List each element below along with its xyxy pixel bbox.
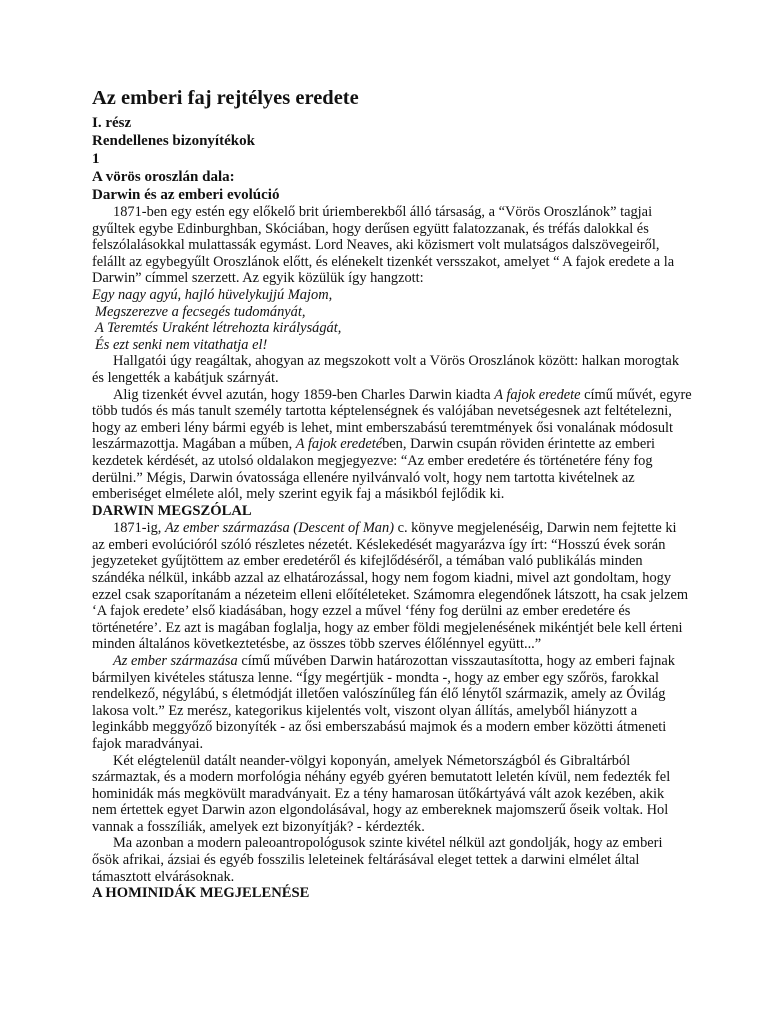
subheading-hominids: A HOMINIDÁK MEGJELENÉSE: [92, 885, 310, 902]
paragraph-4-text-b: c. könyve megjelenéséig, Darwin nem fejtette ki az emberi evolúcióról szóló részletes nézetét. Késlekedését magyarázva így írt: “Hosszú évek során jegyzeteket gyűjtöttem az ember eredetéről és kifejlődéséről, a témában való publikálás minden szándéka nélkül, inkább azzal az elhatározással, hogy nem fogom kiadni, mivel azt gondoltam, hogy ezzel csak szaporítanám a nézeteim elleni előítéleteket. Számomra elegendőnek látszott, ha csak jelzem ‘A fajok eredete’ első kiadásában, hogy ezzel a művel ‘fény fog derülni az ember eredetére és történetére’. Ez azt is magában foglalja, hogy az ember földi megjelenésének mikéntjét bele kell érteni minden általános következtetésbe, az összes több szerves élőlénnyel együtt...”: [92, 520, 689, 653]
chapter-title-line-1: A vörös oroszlán dala:: [92, 169, 235, 185]
poem: [92, 287, 692, 353]
paragraph-2: Hallgatói úgy reagáltak, ahogyan az megszokott volt a Vörös Oroszlánok között: halkan morogtak és lengették a kabátjuk szárnyát.: [92, 353, 680, 386]
book-title-italic-2: A fajok eredeté: [295, 436, 383, 453]
paragraph-1: 1871-ben egy estén egy előkelő brit úriemberekből álló társaság, a “Vörös Oroszlánok” tagjai gyűltek egybe Edinburghban, Skóciában, hogy derűsen együtt falatozzanak, és tréfás dalokkal és felszólalásokkal mulattassák egymást. Lord Neaves, aki közismert volt mulatságos dalszövegeiről, felállt az egybegyűlt Oroszlánok előtt, és elénekelt tizenkét versszakot, amelyet “ A fajok eredete a la Darwin” címmel szerzett. Az egyik közülük így hangzott:: [92, 204, 675, 287]
part-label: I. rész: [92, 115, 132, 131]
paragraph-5-text: című művében Darwin határozottan visszautasította, hogy az emberi fajnak bármilyen kivételes státusza lenne. “Így megértjük - mondta -, hogy az ember egy szőrös, farokkal rendelkező, négylábú, s életmódját illetően valószínűleg fán élő lénytől származik, amely az Óvilág lakosa volt.” Ez merész, kategorikus kijelentés volt, viszont olyan állítás, amelyből hiányzott a leginkább meggyőző bizonyíték - az ősi emberszabású majmok és a modern ember közötti átmeneti fajok maradványai.: [92, 652, 675, 752]
descent-title-italic-2: Az ember származása: [113, 652, 238, 669]
descent-title-italic: Az ember származása (Descent of Man): [164, 520, 394, 537]
poem-line-4: És ezt senki nem vitathatja el!: [95, 336, 268, 353]
poem-line-1: Egy nagy agyú, hajló hüvelykujjú Majom,: [92, 286, 333, 303]
section-title: Rendellenes bizonyítékok: [92, 133, 255, 149]
paragraph-6: Két elégtelenül datált neander-völgyi koponyán, amelyek Németországból és Gibraltárból származtak, és a modern morfológia néhány egyéb gyéren bemutatott leletén kívül, nem fedezték fel hominidák más megkövült maradványait. Ez a tény hamarosan ütőkártyává vált azok kezében, akik nem értettek egyet Darwin azon elgondolásával, hogy az embereknek majomszerű őseik voltak. Hol vannak a fosszíliák, amelyek ezt bizonyítják? - kérdezték.: [92, 752, 671, 835]
paragraph-4: [92, 520, 692, 653]
subheading-darwin: DARWIN MEGSZÓLAL: [92, 502, 252, 519]
paragraph-4-text-a: 1871-ig,: [113, 520, 165, 537]
chapter-number: 1: [92, 151, 100, 167]
paragraph-3-text-c: ben, Darwin csupán röviden érintette az emberi kezdetek kérdését, az utolsó oldalakon megjegyezve: “Az ember eredetére és történetére fény fog derülni.” Mégis, Darwin óvatossága ellenére nyilvánvaló volt, hogy nem tartotta kivételnek az emberiséget elmélete alól, mely szerint egyik faj a másikból fejlődik ki.: [92, 436, 656, 503]
paragraph-3: [92, 387, 692, 503]
chapter-title-line-2: Darwin és az emberi evolúció: [92, 187, 280, 203]
document-title: Az emberi faj rejtélyes eredete: [92, 87, 359, 109]
paragraph-7: Ma azonban a modern paleoantropológusok szinte kivétel nélkül azt gondolják, hogy az emberi ősök afrikai, ázsiai és egyéb fosszilis leleteinek feltárásával eleget tettek a darwini elmélet által támasztott elvárásoknak.: [92, 835, 663, 885]
document-body: [92, 86, 692, 903]
poem-line-3: A Teremtés Uraként létrehozta királyságát,: [95, 320, 342, 337]
book-title-italic: A fajok eredete: [494, 386, 581, 403]
paragraph-3-text-a: Alig tizenkét évvel azután, hogy 1859-ben Charles Darwin kiadta: [113, 386, 495, 403]
paragraph-5: [92, 653, 692, 753]
paragraph-3-text-b: című művét, egyre több tudós és más tanult személy tartotta képtelenségnek és valójában nevetségesnek azt feltételezni, hogy az emberi lény bármi egyéb is lehet, mint emberszabású teremtmények ősi vonalának módosult leszármazottja. Magában a műben,: [92, 386, 692, 453]
poem-line-2: Megszerezve a fecsegés tudományát,: [95, 303, 306, 320]
